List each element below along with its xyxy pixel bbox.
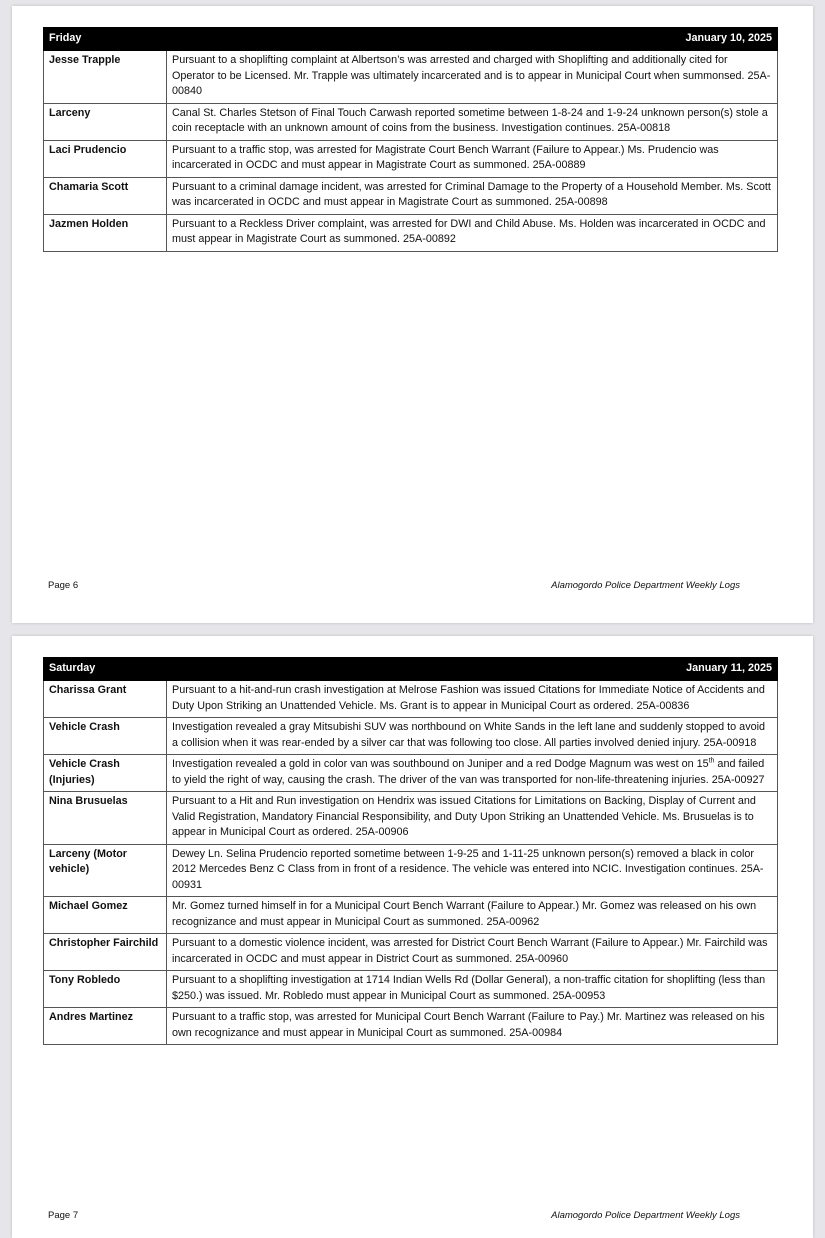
entry-description-part: Investigation revealed a gold in color van was southbound on Juniper and a red Dodge Magnum was west on 15 — [172, 758, 709, 770]
footer-title: Alamogordo Police Department Weekly Logs — [551, 580, 740, 591]
table-header-row — [44, 658, 778, 681]
table-row — [44, 1008, 778, 1045]
table-header-row — [44, 28, 778, 51]
table-row — [44, 681, 778, 718]
entry-description: Pursuant to a domestic violence incident, was arrested for District Court Bench Warrant (Failure to Appear.) Mr. Fairchild was incarcerated in OCDC and must appear in District Court as summoned. 25A-00960 — [167, 934, 778, 971]
entry-description: Pursuant to a criminal damage incident, was arrested for Criminal Damage to the Property of a Household Member. Ms. Scott was incarcerated in OCDC and must appear in Magistrate Court as summoned. 25A-00898 — [167, 177, 778, 214]
entry-description: Pursuant to a hit-and-run crash investigation at Melrose Fashion was issued Citations for Immediate Notice of Accidents and Duty Upon Striking an Unattended Vehicle. Ms. Grant is to appear in Municipal Court as ordered. 25A-00836 — [167, 681, 778, 718]
entry-subject: Vehicle Crash (Injuries) — [44, 755, 167, 792]
entry-description: Pursuant to a traffic stop, was arrested for Municipal Court Bench Warrant (Failure to Pay.) Mr. Martinez was released on his own recognizance and must appear in Municipal Court as summoned. 25A-00984 — [167, 1008, 778, 1045]
date-heading: January 10, 2025 — [167, 28, 778, 51]
table-row — [44, 971, 778, 1008]
entry-description-part: and failed to yield the right of way, causing the crash. The driver of the van was transported for non-life-threatening injuries. 25A-00927 — [172, 758, 765, 786]
page-number: Page 6 — [48, 580, 79, 591]
table-row — [44, 51, 778, 104]
entry-subject: Laci Prudencio — [44, 140, 167, 177]
table-row — [44, 934, 778, 971]
date-heading: January 11, 2025 — [167, 658, 778, 681]
table-row — [44, 140, 778, 177]
entry-description: Mr. Gomez turned himself in for a Municipal Court Bench Warrant (Failure to Appear.) Mr. Gomez was released on his own recognizance and must appear in Municipal Court as summoned. 25A-00962 — [167, 897, 778, 934]
footer-title: Alamogordo Police Department Weekly Logs — [551, 1210, 740, 1221]
entry-subject: Andres Martinez — [44, 1008, 167, 1045]
table-row — [44, 792, 778, 845]
entry-subject: Nina Brusuelas — [44, 792, 167, 845]
entry-subject: Larceny (Motor vehicle) — [44, 844, 167, 897]
ordinal-suffix: th — [708, 757, 715, 765]
entry-subject: Charissa Grant — [44, 681, 167, 718]
document-page-7 — [12, 636, 813, 1238]
table-row — [44, 177, 778, 214]
entry-subject: Christopher Fairchild — [44, 934, 167, 971]
entry-subject: Tony Robledo — [44, 971, 167, 1008]
entry-description: Pursuant to a traffic stop, was arrested for Magistrate Court Bench Warrant (Failure to Appear.) Ms. Prudencio was incarcerated in OCDC and must appear in Magistrate Court as summoned. 25A-00889 — [167, 140, 778, 177]
entry-description: Pursuant to a shoplifting complaint at Albertson’s was arrested and charged with Shoplifting and additionally cited for Operator to be Licensed. Mr. Trapple was ultimately incarcerated and is to appear in Municipal Court when summonsed. 25A-00840 — [167, 51, 778, 104]
table-row — [44, 718, 778, 755]
entry-description: Dewey Ln. Selina Prudencio reported sometime between 1-9-25 and 1-11-25 unknown person(s) removed a black in color 2012 Mercedes Benz C Class from in front of a residence. The vehicle was entered into NCIC. Investigation continues. 25A-00931 — [167, 844, 778, 897]
table-row — [44, 755, 778, 792]
entry-subject: Vehicle Crash — [44, 718, 167, 755]
daily-log-table-friday — [43, 27, 778, 252]
daily-log-table-saturday — [43, 657, 778, 1045]
entry-subject: Chamaria Scott — [44, 177, 167, 214]
table-row — [44, 897, 778, 934]
table-row — [44, 844, 778, 897]
day-heading: Saturday — [44, 658, 167, 681]
day-heading: Friday — [44, 28, 167, 51]
document-page-6 — [12, 6, 813, 623]
entry-description: Pursuant to a Hit and Run investigation on Hendrix was issued Citations for Limitations on Backing, Display of Current and Valid Registration, Mandatory Financial Responsibility, and Duty Upon Striking an Unattended Vehicle. Ms. Brusuelas is to appear in Municipal Court as ordered. 25A-00906 — [167, 792, 778, 845]
table-row — [44, 214, 778, 251]
entry-description — [167, 755, 778, 792]
entry-description: Pursuant to a shoplifting investigation at 1714 Indian Wells Rd (Dollar General), a non-traffic citation for shoplifting (less than $250.) was issued. Mr. Robledo must appear in Municipal Court as summoned. 25A-00953 — [167, 971, 778, 1008]
entry-description: Pursuant to a Reckless Driver complaint, was arrested for DWI and Child Abuse. Ms. Holden was incarcerated in OCDC and must appear in Magistrate Court as summoned. 25A-00892 — [167, 214, 778, 251]
entry-subject: Larceny — [44, 103, 167, 140]
table-row — [44, 103, 778, 140]
entry-subject: Michael Gomez — [44, 897, 167, 934]
entry-subject: Jazmen Holden — [44, 214, 167, 251]
entry-subject: Jesse Trapple — [44, 51, 167, 104]
page-number: Page 7 — [48, 1210, 79, 1221]
entry-description: Investigation revealed a gray Mitsubishi SUV was northbound on White Sands in the left lane and suddenly stopped to avoid a collision when it was rear-ended by a silver car that was following too close. All parties involved denied injury. 25A-00918 — [167, 718, 778, 755]
entry-description: Canal St. Charles Stetson of Final Touch Carwash reported sometime between 1-8-24 and 1-9-24 unknown person(s) stole a coin receptacle with an unknown amount of coins from the business. Investigation continues. 25A-00818 — [167, 103, 778, 140]
